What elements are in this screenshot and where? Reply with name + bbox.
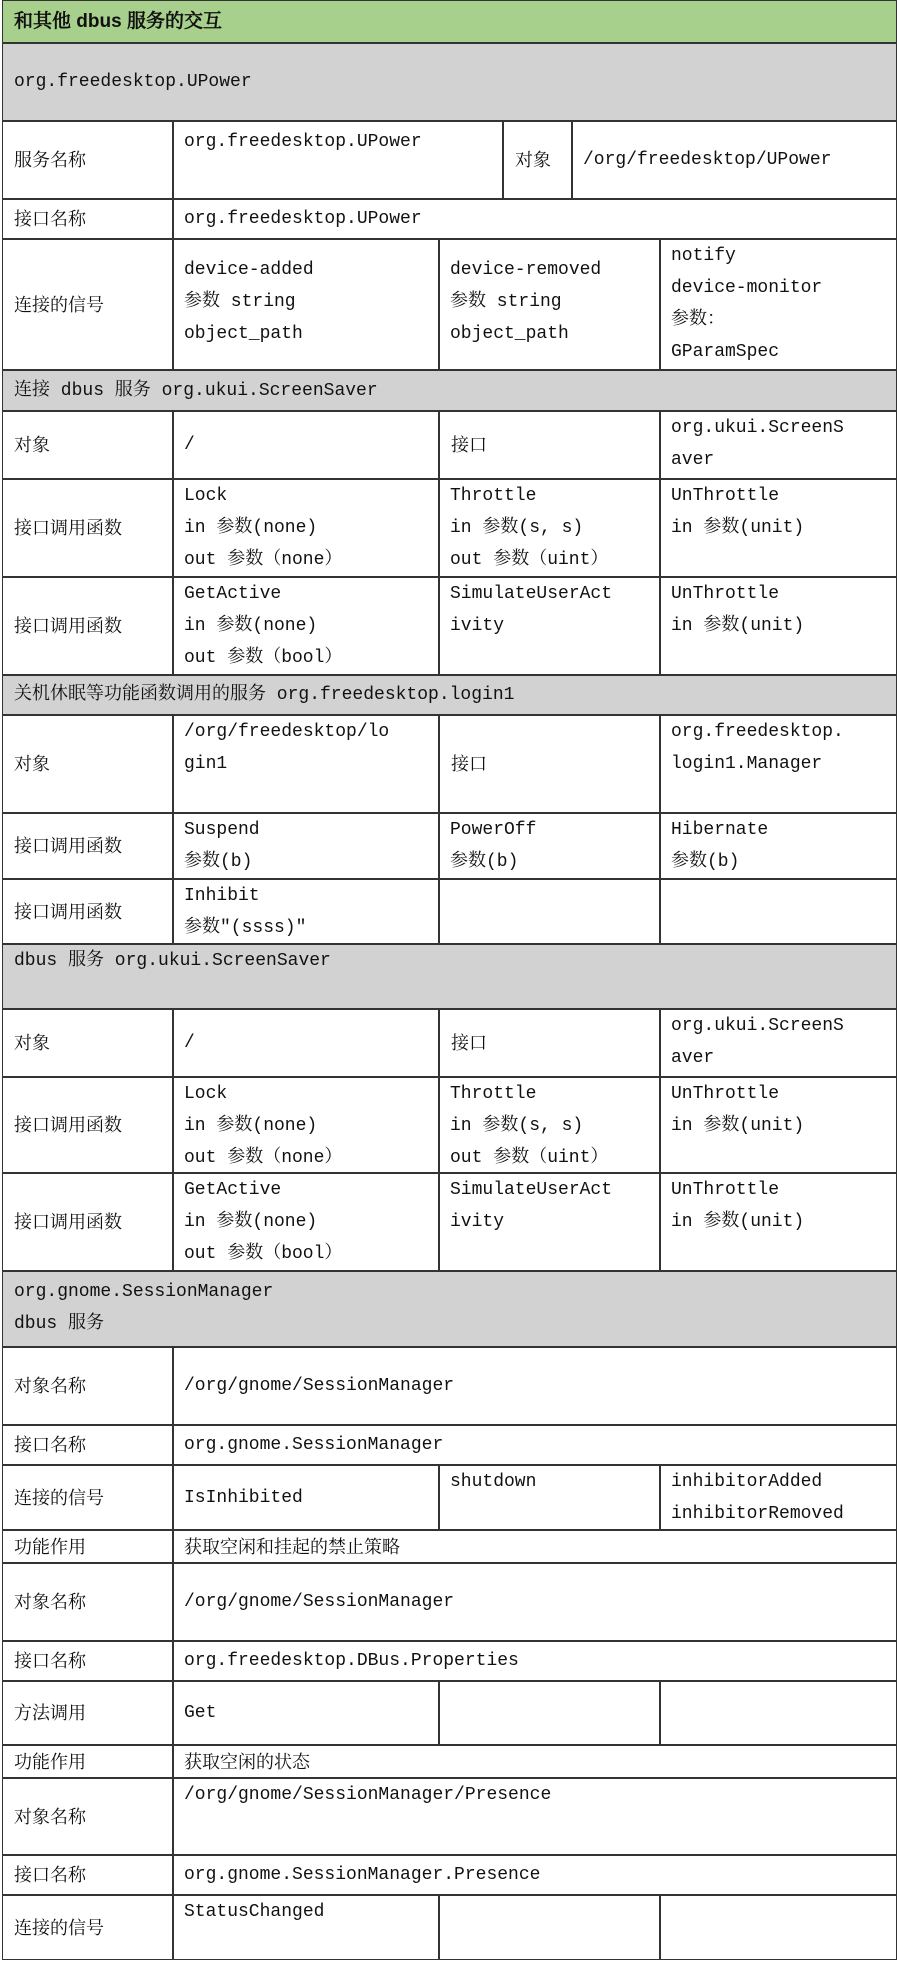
section-header-upower [3, 44, 897, 122]
empty-cell [660, 1681, 897, 1745]
connected-signals-label: 连接的信号 [2, 1895, 173, 1960]
table-row [3, 240, 897, 371]
interface-value: org.ukui.ScreenS aver [660, 411, 897, 479]
section-header-login1 [3, 676, 897, 716]
section-header-gnome [3, 1272, 897, 1348]
signal-isinhibited: IsInhibited [173, 1465, 439, 1530]
interface-name-value: org.gnome.SessionManager [173, 1425, 897, 1465]
call-getactive: GetActive in 参数(none) out 参数（bool） [173, 1173, 439, 1271]
connected-signals-label: 连接的信号 [2, 239, 173, 370]
function-value: 获取空闲的状态 [173, 1745, 897, 1778]
table-row [3, 716, 897, 814]
object-value: /org/freedesktop/lo gin1 [173, 715, 439, 813]
table-row [3, 1174, 897, 1272]
table-row [3, 1426, 897, 1466]
interface-label: 接口 [439, 1009, 660, 1077]
empty-cell [660, 879, 897, 944]
table-row [3, 1348, 897, 1426]
object-value: / [173, 1009, 439, 1077]
interface-call-label: 接口调用函数 [2, 879, 173, 944]
object-value: / [173, 411, 439, 479]
table-row [3, 1564, 897, 1642]
table-row [3, 814, 897, 880]
table-row [3, 1642, 897, 1682]
table-row [3, 880, 897, 945]
table-row [3, 1531, 897, 1564]
interface-name-value: org.gnome.SessionManager.Presence [173, 1855, 897, 1895]
section-title-gnome: org.gnome.SessionManager dbus 服务 [2, 1271, 897, 1347]
object-name-value: /org/gnome/SessionManager/Presence [173, 1778, 897, 1855]
interface-name-label: 接口名称 [2, 1425, 173, 1465]
table-row [3, 1896, 897, 1961]
object-name-label: 对象名称 [2, 1347, 173, 1425]
call-lock: Lock in 参数(none) out 参数（none） [173, 1077, 439, 1173]
empty-cell [439, 1895, 660, 1960]
method-get: Get [173, 1681, 439, 1745]
object-label: 对象 [2, 715, 173, 813]
object-name-label: 对象名称 [2, 1563, 173, 1641]
call-hibernate: Hibernate 参数(b) [660, 813, 897, 879]
table-row [3, 200, 897, 240]
table-row [3, 1078, 897, 1174]
section-header-screensaver-2 [3, 945, 897, 1010]
table-row [3, 1779, 897, 1856]
call-throttle: Throttle in 参数(s, s) out 参数（uint） [439, 479, 660, 577]
interface-call-label: 接口调用函数 [2, 577, 173, 675]
signal-device-removed: device-removed 参数 string object_path [439, 239, 660, 370]
function-value: 获取空闲和挂起的禁止策略 [173, 1530, 897, 1563]
call-lock: Lock in 参数(none) out 参数（none） [173, 479, 439, 577]
signal-inhibitor: inhibitorAdded inhibitorRemoved [660, 1465, 897, 1530]
call-inhibit: Inhibit 参数"(ssss)" [173, 879, 439, 944]
signal-notify: notify device-monitor 参数： GParamSpec [660, 239, 897, 370]
interface-name-label: 接口名称 [2, 199, 173, 239]
section-title-screensaver: 连接 dbus 服务 org.ukui.ScreenSaver [2, 370, 897, 411]
object-name-label: 对象名称 [2, 1778, 173, 1855]
call-simulateuseractivity: SimulateUserAct ivity [439, 1173, 660, 1271]
call-simulateuseractivity: SimulateUserAct ivity [439, 577, 660, 675]
connected-signals-label: 连接的信号 [2, 1465, 173, 1530]
interface-call-label: 接口调用函数 [2, 1173, 173, 1271]
interface-name-value: org.freedesktop.DBus.Properties [173, 1641, 897, 1681]
service-name-value: org.freedesktop.UPower [173, 121, 503, 199]
interface-value: org.ukui.ScreenS aver [660, 1009, 897, 1077]
call-suspend: Suspend 参数(b) [173, 813, 439, 879]
table-title-row [3, 1, 897, 44]
interface-call-label: 接口调用函数 [2, 479, 173, 577]
table-row [3, 1682, 897, 1746]
interface-label: 接口 [439, 715, 660, 813]
method-call-label: 方法调用 [2, 1681, 173, 1745]
call-getactive: GetActive in 参数(none) out 参数（bool） [173, 577, 439, 675]
table-row [3, 412, 897, 480]
call-unthrottle: UnThrottle in 参数(unit) [660, 479, 897, 577]
interface-call-label: 接口调用函数 [2, 1077, 173, 1173]
service-name-label: 服务名称 [2, 121, 173, 199]
function-label: 功能作用 [2, 1530, 173, 1563]
interface-name-value: org.freedesktop.UPower [173, 199, 897, 239]
interface-value: org.freedesktop. login1.Manager [660, 715, 897, 813]
empty-cell [439, 1681, 660, 1745]
object-label: 对象 [2, 411, 173, 479]
table-row [3, 1856, 897, 1896]
signal-shutdown: shutdown [439, 1465, 660, 1530]
call-unthrottle: UnThrottle in 参数(unit) [660, 577, 897, 675]
object-name-value: /org/gnome/SessionManager [173, 1563, 897, 1641]
section-title-screensaver-2: dbus 服务 org.ukui.ScreenSaver [2, 944, 897, 1009]
section-title-login1: 关机休眠等功能函数调用的服务 org.freedesktop.login1 [2, 675, 897, 715]
object-value: /org/freedesktop/UPower [572, 121, 897, 199]
interface-name-label: 接口名称 [2, 1641, 173, 1681]
object-label: 对象 [503, 121, 572, 199]
object-name-value: /org/gnome/SessionManager [173, 1347, 897, 1425]
table-row [3, 1010, 897, 1078]
interface-name-label: 接口名称 [2, 1855, 173, 1895]
signal-statuschanged: StatusChanged [173, 1895, 439, 1960]
table-row [3, 1746, 897, 1779]
interface-call-label: 接口调用函数 [2, 813, 173, 879]
call-throttle: Throttle in 参数(s, s) out 参数（uint） [439, 1077, 660, 1173]
function-label: 功能作用 [2, 1745, 173, 1778]
section-header-screensaver [3, 371, 897, 412]
table-row [3, 122, 897, 200]
interface-label: 接口 [439, 411, 660, 479]
table-row [3, 578, 897, 676]
object-label: 对象 [2, 1009, 173, 1077]
section-title-upower: org.freedesktop.UPower [2, 43, 897, 121]
call-poweroff: PowerOff 参数(b) [439, 813, 660, 879]
table-title: 和其他 dbus 服务的交互 [2, 0, 897, 43]
table-row [3, 1466, 897, 1531]
call-unthrottle: UnThrottle in 参数(unit) [660, 1077, 897, 1173]
empty-cell [660, 1895, 897, 1960]
call-unthrottle: UnThrottle in 参数(unit) [660, 1173, 897, 1271]
table-row [3, 480, 897, 578]
signal-device-added: device-added 参数 string object_path [173, 239, 439, 370]
empty-cell [439, 879, 660, 944]
